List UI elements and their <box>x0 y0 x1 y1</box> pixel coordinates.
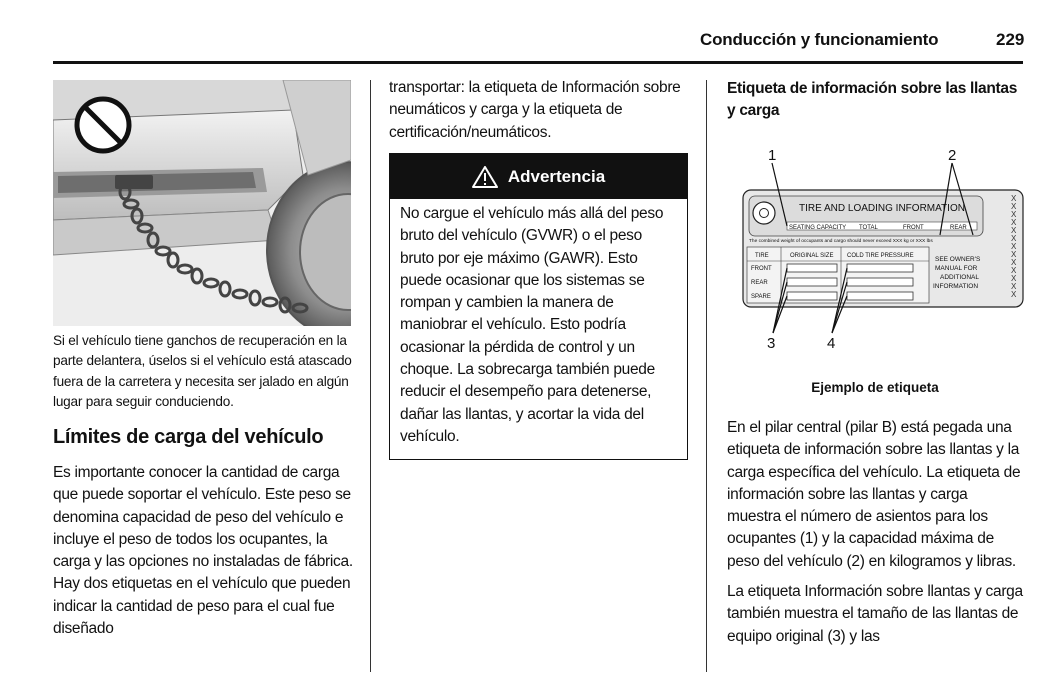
label-combined-weight: The combined weight of occupants and cargo should never exceed XXX kg or XXX lbs <box>749 239 933 244</box>
warning-box <box>389 153 688 460</box>
label-title: TIRE AND LOADING INFORMATION <box>799 203 965 214</box>
body-paragraph: Es importante conocer la cantidad de carga que puede soportar el vehículo. Este peso se denomina capacidad de peso del vehículo e incluye el peso de todos los ocupantes, la carga y las opciones no instaladas de fábrica. Hay dos etiquetas en el vehículo que pueden indicar la cantidad de peso para el cual fue diseñado <box>53 464 353 638</box>
row-front: FRONT <box>751 266 772 272</box>
label-front: FRONT <box>903 225 924 231</box>
row-spare: SPARE <box>751 294 771 300</box>
x-mark: X <box>1011 274 1017 283</box>
tire-icon <box>753 202 775 224</box>
label-total: TOTAL <box>859 225 878 231</box>
label-seating: SEATING CAPACITY <box>789 225 847 231</box>
owners-manual-line-1: SEE OWNER'S <box>935 256 981 263</box>
warning-triangle-icon <box>472 166 498 188</box>
owners-manual-line-3: ADDITIONAL <box>940 274 980 281</box>
callout-1: 1 <box>768 147 777 164</box>
col-cold-pressure: COLD TIRE PRESSURE <box>847 253 914 259</box>
tire-label-diagram <box>735 143 1030 353</box>
col-tire: TIRE <box>755 253 769 259</box>
x-mark: X <box>1011 234 1017 243</box>
x-mark: X <box>1011 258 1017 267</box>
owners-manual-line-2: MANUAL FOR <box>935 265 978 272</box>
x-mark: X <box>1011 266 1017 275</box>
body-paragraph: En el pilar central (pilar B) está pegada una etiqueta de información sobre las llantas y la carga específica del vehículo. La etiqueta de información sobre las llantas y carga muestra el número de asientos para los ocupantes (1) y la capacidad máxima de peso del vehículo (2) en kilogramos y libras. <box>727 419 1021 570</box>
column-divider <box>706 80 707 672</box>
warning-text: No cargue el vehículo más allá del peso bruto del vehículo (GVWR) o el peso bruto por eje máximo (GAWR). Esto puede ocasionar que los sistemas se rompan y cambien la manera de maniobrar el vehículo. Esto podría ocasionar la pérdida de control y un choque. La sobrecarga también puede reducir el desempeño para detenerse, dañar las llantas, y acortar la vida del vehículo. <box>400 205 664 445</box>
x-mark: X <box>1011 290 1017 299</box>
x-mark: X <box>1011 202 1017 211</box>
warning-title: Advertencia <box>507 166 606 186</box>
x-mark: X <box>1011 250 1017 259</box>
x-mark: X <box>1011 226 1017 235</box>
warning-header <box>390 154 687 199</box>
x-mark: X <box>1011 194 1017 203</box>
callout-4: 4 <box>827 335 836 352</box>
figure-caption: Ejemplo de etiqueta <box>811 380 939 395</box>
page-number: 229 <box>996 30 1025 49</box>
x-mark: X <box>1011 242 1017 251</box>
section-heading: Límites de carga del vehículo <box>53 426 324 448</box>
figure-heading: Etiqueta de información sobre las llantas y carga <box>727 80 1018 120</box>
x-mark: X <box>1011 282 1017 291</box>
callout-3: 3 <box>767 335 776 352</box>
recovery-hook-illustration <box>53 80 351 326</box>
callout-2: 2 <box>948 147 957 164</box>
image-caption: Si el vehículo tiene ganchos de recuperación en la parte delantera, úselos si el vehículo está atascado fuera de la carretera y necesita ser jalado en algún lugar para seguir conduciendo. <box>53 333 352 409</box>
x-mark: X <box>1011 210 1017 219</box>
body-paragraph: transportar: la etiqueta de Información sobre neumáticos y carga y la etiqueta de certificación/neumáticos. <box>389 79 681 141</box>
column-divider <box>370 80 371 672</box>
x-mark: X <box>1011 218 1017 227</box>
row-rear: REAR <box>751 280 768 286</box>
header-rule <box>53 61 1023 64</box>
label-rear: REAR <box>950 225 967 231</box>
body-paragraph: La etiqueta Información sobre llantas y carga también muestra el tamaño de las llantas de equipo original (3) y las <box>727 583 1023 645</box>
page-section-title: Conducción y funcionamiento <box>700 30 939 49</box>
owners-manual-line-4: INFORMATION <box>933 283 979 290</box>
recovery-hook-photo <box>53 80 351 326</box>
col-original-size: ORIGINAL SIZE <box>790 253 834 259</box>
